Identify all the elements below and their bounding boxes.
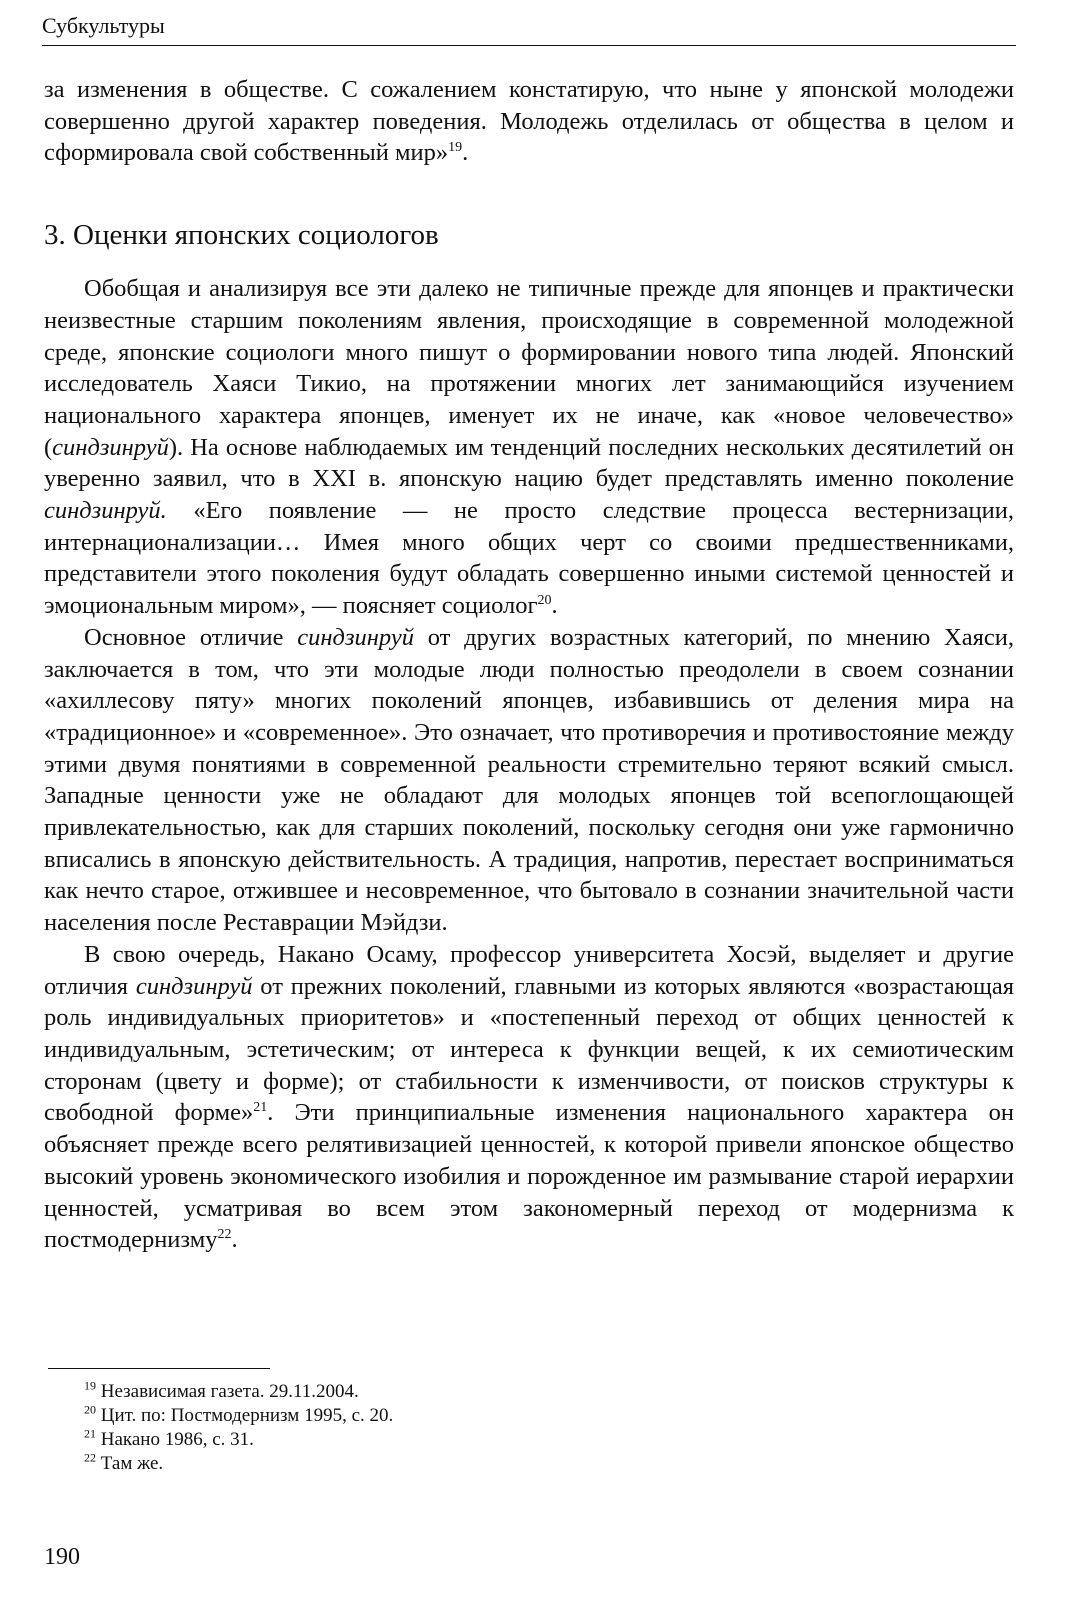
footnote [84,1404,393,1428]
main-text [44,74,1014,1256]
running-header: Субкультуры [42,12,1016,46]
paragraph [44,939,1014,1256]
italic-term: синдзинруй [52,433,169,461]
footnote-ref[interactable]: 20 [537,592,552,608]
text-span: от прежних поколений, главными из которых являются «возрастающая роль индивидуальных приоритетов» и «постепенный переход от общих ценностей к индивидуальным, эстетическим; от интереса к функции вещей, к их семиотическим сторонам (цвету и форме); от стабильности к изменчивости, от поисков структуры к свободной форме» [44,972,1014,1127]
footnote-text: Цит. по: Постмодернизм 1995, с. 20. [100,1405,394,1426]
text-span: за изменения в обществе. С сожалением констатирую, что ныне у японской молодежи совершенно другой характер поведения. Молодежь отделилась от общества в целом и сформировала свой собственный мир» [44,76,1014,167]
italic-term: синдзинруй [297,623,414,651]
text-span: . Эти принципиальные изменения национального характера он объясняет прежде всего релятивизацией ценностей, к которой привели японское общество высокий уровень экономического изобилия и порожденное им размывание старой иерархии ценностей, усматривая во всем этом закономерный переход от модернизма к постмодернизму [44,1099,1015,1254]
footnotes [84,1380,393,1476]
text-span: Основное отличие [84,623,298,651]
footnote-ref[interactable]: 21 [253,1100,268,1116]
footnote-text: Накано 1986, с. 31. [100,1429,254,1450]
paragraph-continued [44,74,1014,169]
paragraph [44,273,1014,622]
footnote-ref[interactable]: 22 [217,1227,232,1243]
text-span: В свою очередь, Накано Осаму, профессор университета Хосэй, выделяет и другие отличия [44,940,1014,1000]
italic-term: синдзинруй. [44,497,167,525]
text-span: от других возрастных категорий, по мнению Хаяси, заключается в том, что эти молодые люди полностью преодолели в своем сознании «ахиллесову пяту» многих поколений японцев, избавившись от деления мира на «традиционное» и «современное». Это означает, что противоречия и противостояние между этими двумя понятиями в современной реальности стремительно теряют всякий смысл. Западные ценности уже не обладают для молодых японцев той всепоглощающей привлекательностью, как для старших поколений, поскольку сегодня они уже гармонично вписались в японскую действительность. А традиция, напротив, перестает восприниматься как нечто старое, отжившее и несовременное, что бытовало в сознании значительной части населения после Реставрации Мэйдзи. [44,623,1014,937]
footnote [84,1428,393,1452]
page-number: 190 [44,1544,80,1570]
footnote-number: 21 [84,1426,96,1441]
text-span: . [231,1226,238,1254]
footnote-number: 19 [84,1378,96,1393]
section-heading: 3. Оценки японских социологов [44,219,439,252]
text-span: . [462,139,469,167]
italic-term: синдзинруй [135,972,253,1000]
footnote-text: Независимая газета. 29.11.2004. [100,1381,359,1402]
footnote-number: 22 [84,1450,96,1465]
paragraph [44,622,1014,939]
footnote-number: 20 [84,1402,96,1417]
text-span: . [551,592,558,620]
footnote-divider [48,1368,270,1369]
text-span: Обобщая и анализируя все эти далеко не типичные прежде для японцев и практически неизвестные старшим поколениям явления, происходящие в современной молодежной среде, японские социологи много пишут о формировании нового типа людей. Японский исследователь Хаяси Тикио, на протяжении многих лет занимающийся изучением национального характера японцев, именует их не иначе, как «новое человечество» ( [44,275,1014,461]
text-span: «Его появление — не просто следствие процесса вестернизации, интернационализации… Имея много общих черт со своими предшественниками, представители этого поколения будут обладать совершенно иными системой ценностей и эмоциональным миром», — поясняет социолог [44,497,1014,620]
footnote [84,1380,393,1404]
footnote-text: Там же. [100,1453,164,1474]
footnote [84,1452,393,1476]
footnote-ref[interactable]: 19 [448,140,463,156]
text-span: ). На основе наблюдаемых им тенденций последних нескольких десятилетий он уверенно заявил, что в XXI в. японскую нацию будет представлять именно поколение [44,433,1014,493]
